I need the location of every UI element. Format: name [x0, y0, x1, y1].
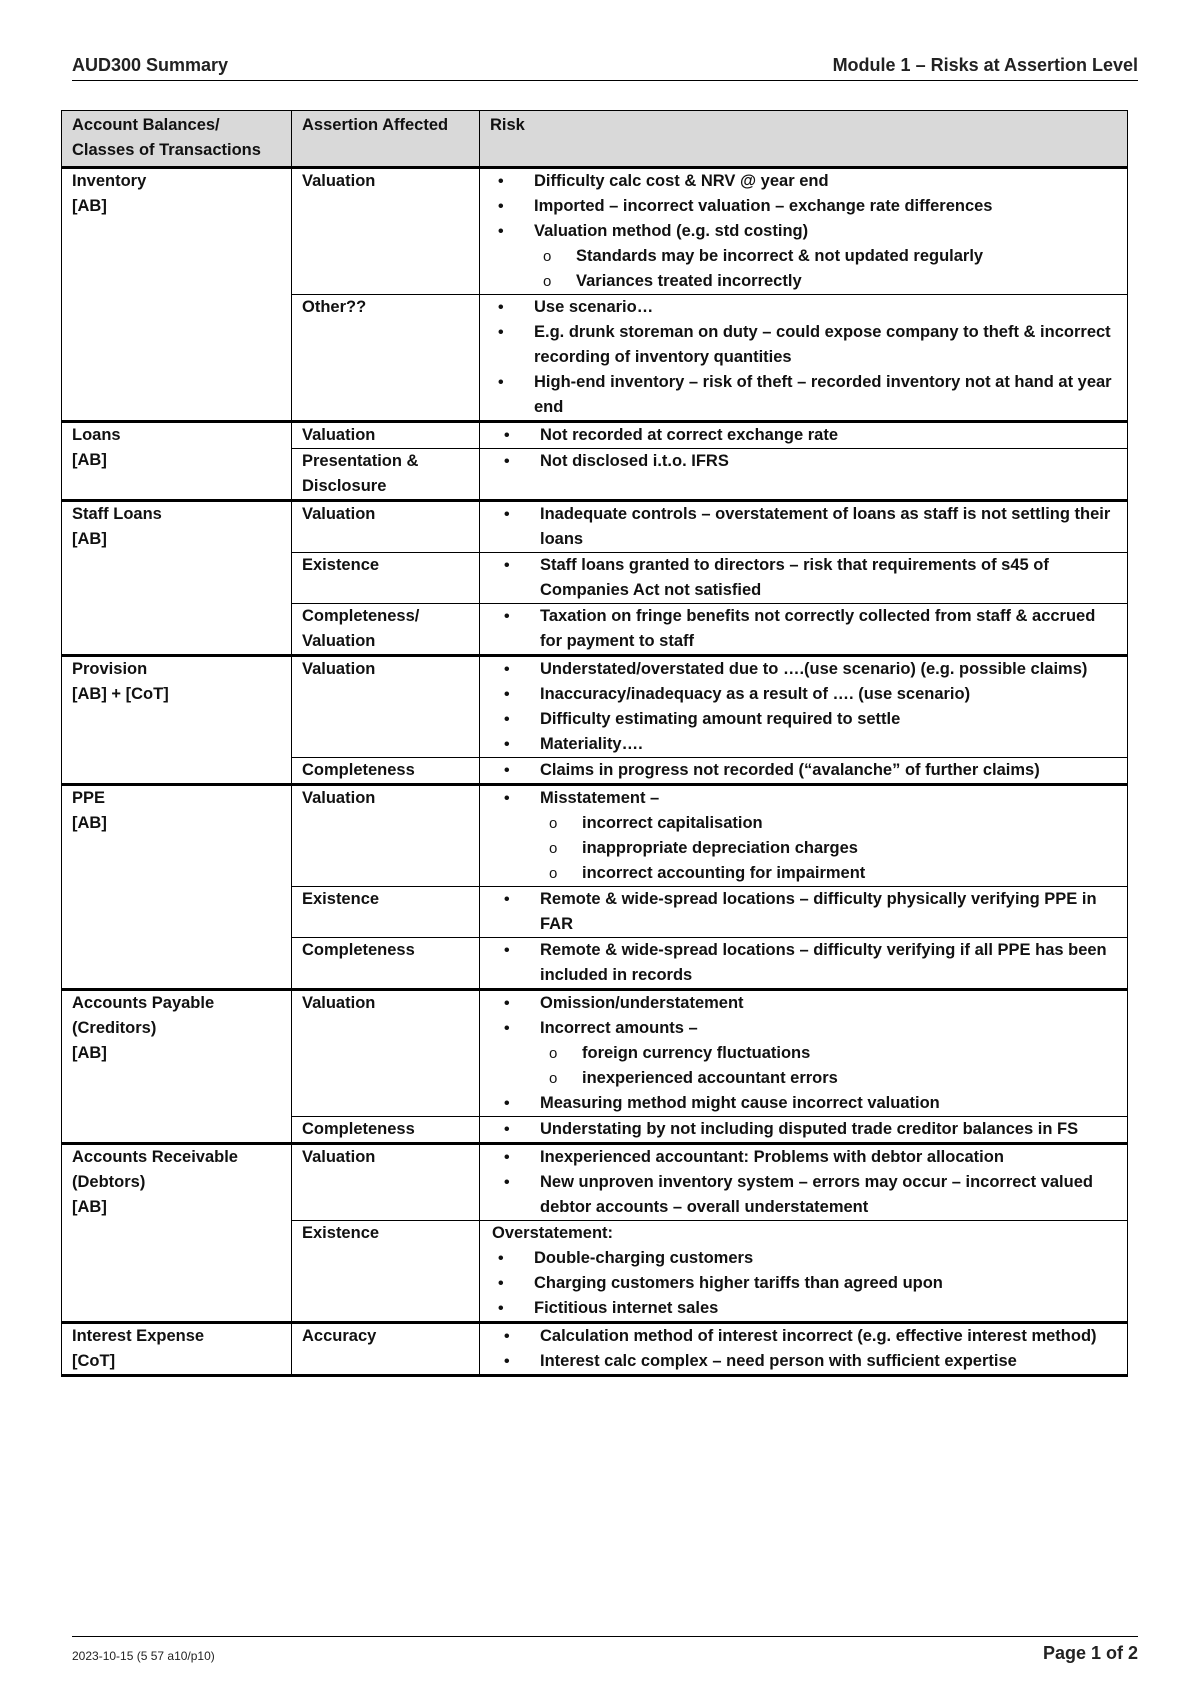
risk-sub-bullet: o foreign currency fluctuations [540, 1041, 1117, 1066]
assertion-cell: Other?? [292, 295, 480, 422]
assertion-cell: Completeness [292, 938, 480, 990]
risk-bullet: • Remote & wide-spread locations – difficulty physically verifying PPE in FAR [498, 887, 1117, 937]
account-tag: [AB] [72, 814, 107, 832]
table-row [62, 990, 1128, 1117]
account-name: Interest Expense [72, 1327, 205, 1345]
risk-bullet: • Materiality…. [498, 732, 1117, 757]
risk-bullet: • Use scenario… [492, 295, 1117, 320]
risk-sub-bullet: o Standards may be incorrect & not updated regularly [534, 244, 1117, 269]
account-cell [62, 785, 292, 990]
risk-cell [480, 990, 1128, 1117]
assertion-cell: Completeness [292, 758, 480, 785]
risk-sub-bullet: o inexperienced accountant errors [540, 1066, 1117, 1091]
risk-bullet: • Interest calc complex – need person with sufficient expertise [498, 1349, 1117, 1374]
risk-bullet: • Understating by not including disputed trade creditor balances in FS [498, 1117, 1117, 1142]
assertion-text: Valuation [302, 632, 376, 650]
assertion-cell: Valuation [292, 1144, 480, 1221]
risk-bullet-text: Incorrect amounts – [540, 1019, 698, 1037]
risk-bullet: • Inadequate controls – overstatement of loans as staff is not settling their loans [498, 502, 1117, 552]
risk-bullet: • New unproven inventory system – errors may occur – incorrect valued debtor accounts – overall understatement [498, 1170, 1117, 1220]
risk-cell [480, 887, 1128, 938]
risk-sub-bullet: o incorrect accounting for impairment [540, 861, 1117, 886]
risk-bullet: • Remote & wide-spread locations – difficulty verifying if all PPE has been included in records [498, 938, 1117, 988]
table-row [62, 168, 1128, 295]
account-cell [62, 168, 292, 422]
account-name: PPE [72, 789, 106, 807]
assertion-text: Completeness/ [302, 607, 420, 625]
account-tag: [AB] [72, 197, 107, 215]
risk-bullet: • Charging customers higher tariffs than agreed upon [492, 1271, 1117, 1296]
table-row [62, 422, 1128, 449]
table-row [62, 501, 1128, 553]
account-cell [62, 990, 292, 1144]
risk-bullet: • Difficulty estimating amount required to settle [498, 707, 1117, 732]
assertion-cell: Valuation [292, 656, 480, 758]
risk-bullet: • E.g. drunk storeman on duty – could expose company to theft & incorrect recording of inventory quantities [492, 320, 1117, 370]
risk-cell [480, 168, 1128, 295]
risk-bullet: • Inexperienced accountant: Problems with debtor allocation [498, 1145, 1117, 1170]
page-footer [72, 1636, 1138, 1667]
risk-cell [480, 1323, 1128, 1376]
assertion-cell: Valuation [292, 785, 480, 887]
risk-bullet: • Fictitious internet sales [492, 1296, 1117, 1321]
account-name: Inventory [72, 172, 147, 190]
account-cell [62, 656, 292, 785]
account-cell [62, 501, 292, 656]
risk-bullet: • Not recorded at correct exchange rate [498, 423, 1117, 448]
column-header-risk: Risk [480, 111, 1128, 168]
assertion-cell: Accuracy [292, 1323, 480, 1376]
risk-cell [480, 501, 1128, 553]
table-header-row [62, 111, 1128, 168]
assertion-cell: Valuation [292, 501, 480, 553]
risk-bullet: • Omission/understatement [498, 991, 1117, 1016]
risk-bullet: • Double-charging customers [492, 1246, 1117, 1271]
footer-date: 2023-10-15 (5 57 a10/p10) [72, 1649, 215, 1663]
risk-cell [480, 758, 1128, 785]
assertion-cell: Valuation [292, 168, 480, 295]
account-name: Provision [72, 660, 148, 678]
module-title: Module 1 – Risks at Assertion Level [832, 55, 1138, 75]
risk-sub-bullet: o inappropriate depreciation charges [540, 836, 1117, 861]
account-tag: [AB] + [CoT] [72, 685, 169, 703]
table-row [62, 1323, 1128, 1376]
account-tag: [AB] [72, 451, 107, 469]
account-cell [62, 1323, 292, 1376]
risk-cell [480, 449, 1128, 501]
account-name: Loans [72, 426, 121, 444]
risk-cell [480, 604, 1128, 656]
risk-bullet-text: Misstatement – [540, 789, 660, 807]
assertion-cell: Existence [292, 553, 480, 604]
risk-intro: Overstatement: [492, 1224, 614, 1242]
risk-bullet: • Taxation on fringe benefits not correctly collected from staff & accrued for payment to staff [498, 604, 1117, 654]
page-header [72, 52, 1138, 81]
risk-cell [480, 1221, 1128, 1323]
table-row [62, 1144, 1128, 1221]
account-cell [62, 1144, 292, 1323]
account-name: (Debtors) [72, 1173, 146, 1191]
account-tag: [AB] [72, 1198, 107, 1216]
account-name: Accounts Receivable [72, 1148, 238, 1166]
risk-bullet: • Imported – incorrect valuation – exchange rate differences [492, 194, 1117, 219]
risk-bullet: • Claims in progress not recorded (“avalanche” of further claims) [498, 758, 1117, 783]
risk-cell [480, 785, 1128, 887]
account-name: Accounts Payable [72, 994, 215, 1012]
account-tag: [AB] [72, 530, 107, 548]
assertion-cell: Valuation [292, 990, 480, 1117]
document-title: AUD300 Summary [72, 55, 229, 75]
table-row [62, 656, 1128, 758]
risk-bullet [498, 786, 1117, 886]
risk-cell [480, 295, 1128, 422]
risk-cell [480, 422, 1128, 449]
assertion-cell [292, 604, 480, 656]
risk-table [61, 110, 1128, 1377]
assertion-cell: Existence [292, 1221, 480, 1323]
account-tag: [AB] [72, 1044, 107, 1062]
risk-sub-bullet: o Variances treated incorrectly [534, 269, 1117, 294]
risk-bullet [498, 1016, 1117, 1091]
page-number: Page 1 of 2 [1042, 1643, 1138, 1663]
risk-sub-bullet: o incorrect capitalisation [540, 811, 1117, 836]
risk-bullet: • Inaccuracy/inadequacy as a result of …. (use scenario) [498, 682, 1117, 707]
risk-cell [480, 938, 1128, 990]
risk-bullet: • Difficulty calc cost & NRV @ year end [492, 169, 1117, 194]
risk-bullet: • Not disclosed i.t.o. IFRS [498, 449, 1117, 474]
table-row [62, 785, 1128, 887]
assertion-cell: Valuation [292, 422, 480, 449]
risk-bullet-text: Valuation method (e.g. std costing) [534, 222, 809, 240]
risk-bullet: • Staff loans granted to directors – risk that requirements of s45 of Companies Act not satisfied [498, 553, 1117, 603]
account-cell [62, 422, 292, 501]
risk-cell [480, 1117, 1128, 1144]
risk-bullet: • Understated/overstated due to ….(use scenario) (e.g. possible claims) [498, 657, 1117, 682]
column-header-account: Account Balances/ Classes of Transactions [62, 111, 292, 168]
risk-cell [480, 553, 1128, 604]
column-header-assertion: Assertion Affected [292, 111, 480, 168]
risk-cell [480, 656, 1128, 758]
account-tag: [CoT] [72, 1352, 116, 1370]
assertion-cell: Presentation & Disclosure [292, 449, 480, 501]
assertion-cell: Completeness [292, 1117, 480, 1144]
account-name: (Creditors) [72, 1019, 157, 1037]
risk-bullet: • High-end inventory – risk of theft – recorded inventory not at hand at year end [492, 370, 1117, 420]
account-name: Staff Loans [72, 505, 162, 523]
risk-bullet: • Calculation method of interest incorrect (e.g. effective interest method) [498, 1324, 1117, 1349]
risk-cell [480, 1144, 1128, 1221]
risk-bullet [492, 219, 1117, 294]
assertion-cell: Existence [292, 887, 480, 938]
risk-bullet: • Measuring method might cause incorrect valuation [498, 1091, 1117, 1116]
